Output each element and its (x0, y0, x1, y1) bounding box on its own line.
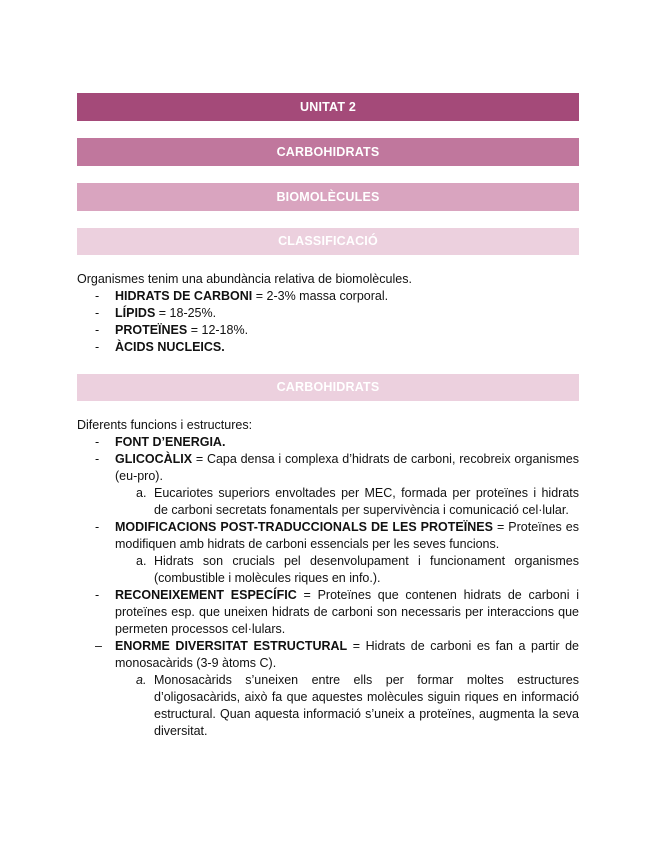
list-dash: - (95, 452, 100, 466)
sub-list-marker: a. (136, 673, 147, 687)
list-item (77, 434, 579, 451)
carbohydrates-header (77, 374, 579, 401)
list-item-term: GLICOCÀLIX (115, 452, 193, 466)
sub-list-item (77, 485, 579, 519)
topic-header-text: CARBOHIDRATS (276, 145, 380, 159)
sub-list-item (77, 553, 579, 587)
sub-list-marker: a. (136, 554, 147, 568)
unit-header-text: UNITAT 2 (300, 100, 356, 114)
list-item-term: MODIFICACIONS POST-TRADUCCIONALS DE LES PROTEÏNES (115, 520, 493, 534)
carbohydrates-list (77, 434, 579, 740)
list-item (77, 339, 579, 356)
list-item-text: = 12-18%. (187, 323, 249, 337)
list-item-text: = 18-25%. (155, 306, 217, 320)
list-item-term: ÀCIDS NUCLEICS. (115, 340, 225, 354)
list-item-term: HIDRATS DE CARBONI (115, 289, 253, 303)
list-item (77, 305, 579, 322)
sub-list-item (77, 672, 579, 740)
classification-header (77, 228, 579, 255)
list-item-text: = Proteïnes es modifiquen amb hidrats de carboni essencials per les seves funcions. (115, 520, 579, 551)
list-dash: - (95, 520, 100, 534)
list-dash: - (95, 323, 100, 337)
list-item (77, 638, 579, 672)
list-dash: - (95, 435, 100, 449)
classification-intro: Organismes tenim una abundància relativa de biomolècules. (77, 272, 412, 286)
list-item (77, 288, 579, 305)
section-header (77, 183, 579, 211)
list-item-text: = 2-3% massa corporal. (252, 289, 389, 303)
sub-list-text: Hidrats son crucials pel desenvolupament i funcionament organismes (combustible i molècules riques en info.). (154, 554, 579, 585)
list-item (77, 519, 579, 553)
list-dash: – (95, 639, 102, 653)
list-item-term: ENORME DIVERSITAT ESTRUCTURAL (115, 639, 348, 653)
list-dash: - (95, 289, 100, 303)
section-header-text: BIOMOLÈCULES (276, 190, 380, 204)
list-item-text: = Capa densa i complexa d’hidrats de carboni, recobreix organismes (eu-pro). (115, 452, 579, 483)
list-dash: - (95, 306, 100, 320)
sub-list-marker: a. (136, 486, 147, 500)
list-item-term: FONT D’ENERGIA. (115, 435, 226, 449)
sub-list-text: Monosacàrids s’uneixen entre ells per formar moltes estructures d’oligosacàrids, això fa que aquestes molècules siguin riques en informació estructural. Quan aquesta informació s’uneix a proteïnes, augmenta la seva diversitat. (154, 673, 579, 738)
list-item (77, 322, 579, 339)
list-item-text: = Hidrats de carboni es fan a partir de monosacàrids (3-9 àtoms C). (115, 639, 579, 670)
carbohydrates-header-text: CARBOHIDRATS (276, 380, 380, 394)
list-dash: - (95, 588, 100, 602)
list-item (77, 451, 579, 485)
list-item-term: RECONEIXEMENT ESPECÍFIC (115, 588, 297, 602)
classification-list (77, 288, 579, 356)
list-item-text: = Proteïnes que contenen hidrats de carboni i proteïnes esp. que uneixen hidrats de carboni son necessaris per interaccions que permeten processos cel·lulars. (115, 588, 580, 636)
list-item-term: LÍPIDS (115, 306, 156, 320)
list-dash: - (95, 340, 100, 354)
carbohydrates-intro: Diferents funcions i estructures: (77, 418, 253, 432)
sub-list-text: Eucariotes superiors envoltades per MEC, formada per proteïnes i hidrats de carboni secretats fonamentals per supervivència i comunicació cel·lular. (154, 486, 579, 517)
unit-header (77, 93, 579, 121)
topic-header (77, 138, 579, 166)
classification-header-text: CLASSIFICACIÓ (278, 234, 378, 248)
list-item-term: PROTEÏNES (115, 323, 188, 337)
list-item (77, 587, 579, 638)
